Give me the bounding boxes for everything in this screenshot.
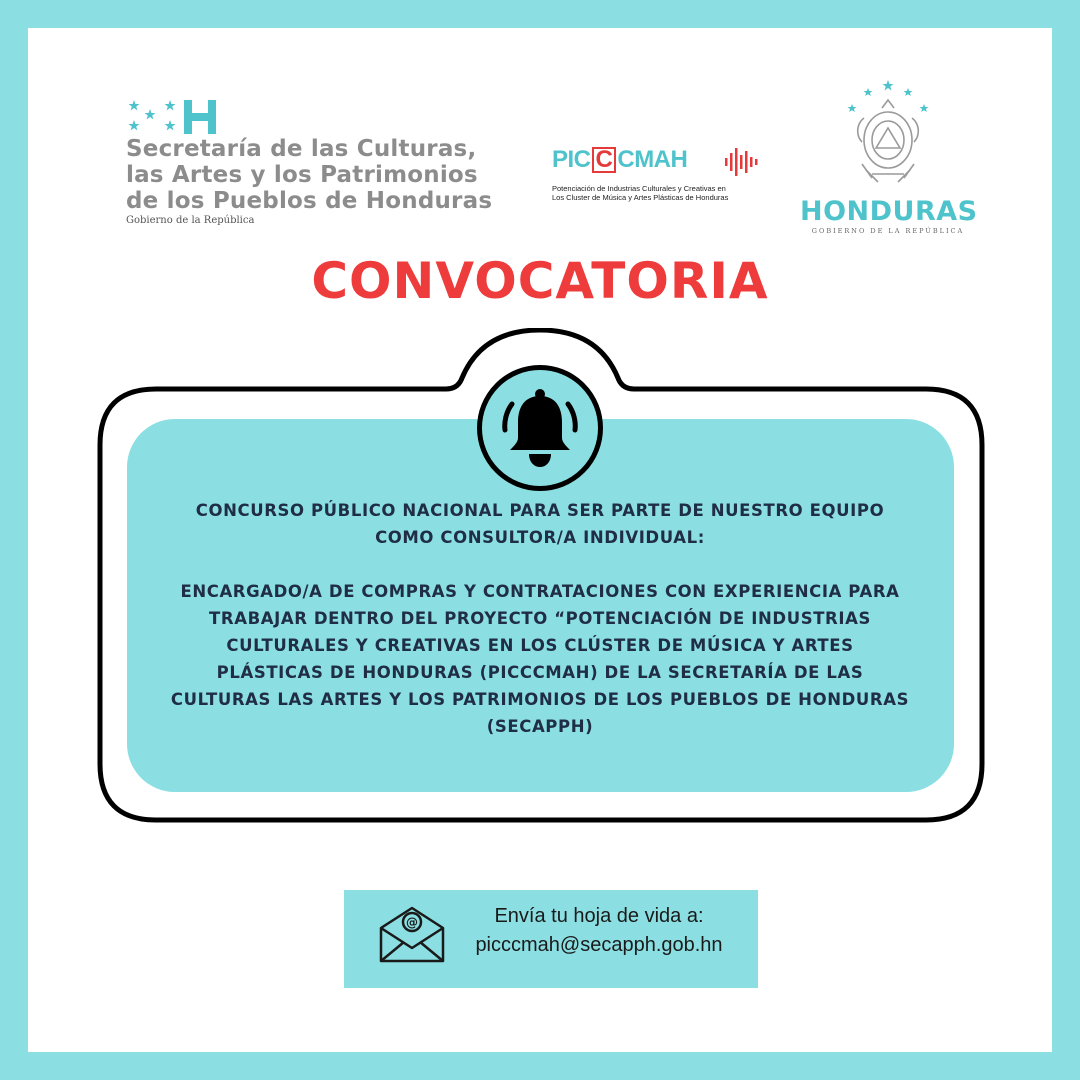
honduras-subtitle: GOBIERNO DE LA REPÚBLICA — [811, 227, 965, 235]
picccmah-description — [552, 184, 728, 202]
body-para2-line6: (SECAPPH) — [486, 717, 594, 736]
secretaria-line-3: de los Pueblos de Honduras — [126, 188, 493, 214]
body-para2-line1: ENCARGADO/A DE COMPRAS Y CONTRATACIONES CON EXPERIENCIA PARA — [180, 582, 900, 601]
picccmah-name-box: C — [592, 147, 617, 173]
body-para2-line4: PLÁSTICAS DE HONDURAS (PICCCMAH) DE LA SECRETARÍA DE LAS — [216, 663, 864, 682]
body-para2-line2: TRABAJAR DENTRO DEL PROYECTO “POTENCIACIÓN DE INDUSTRIAS — [209, 609, 871, 628]
page-title: CONVOCATORIA — [311, 252, 769, 310]
body-para1-line2: COMO CONSULTOR/A INDIVIDUAL: — [375, 528, 705, 547]
coat-of-arms-icon — [842, 78, 934, 190]
body-para1-line1: CONCURSO PÚBLICO NACIONAL PARA SER PARTE DE NUESTRO EQUIPO — [195, 501, 885, 520]
picccmah-name-prefix: PIC — [552, 146, 591, 173]
secretaria-logo — [126, 98, 516, 238]
envelope-at-icon — [378, 906, 446, 964]
picccmah-desc-line-2: Los Cluster de Música y Artes Plásticas de Honduras — [552, 193, 729, 202]
picccmah-desc-line-1: Potenciación de Industrias Culturales y Creativas en — [552, 184, 726, 193]
stars-h-logo-icon — [126, 98, 226, 138]
svg-text:@: @ — [406, 915, 418, 930]
bell-badge — [477, 365, 603, 491]
contact-label: Envía tu hoja de vida a: — [494, 905, 704, 927]
secretaria-line-2: las Artes y los Patrimonios — [126, 162, 478, 188]
body-para2-line5: CULTURAS LAS ARTES Y LOS PATRIMONIOS DE LOS PUEBLOS DE HONDURAS — [170, 690, 910, 709]
contact-box — [344, 890, 758, 988]
bell-icon — [496, 382, 584, 474]
honduras-government-logo — [800, 78, 976, 240]
picccmah-logo — [552, 146, 762, 210]
picccmah-name-suffix: CMAH — [617, 146, 688, 173]
body-para2-line3: CULTURALES Y CREATIVAS EN LOS CLÚSTER DE MÚSICA Y ARTES — [226, 636, 854, 655]
picccmah-wordmark — [552, 146, 687, 174]
sound-wave-icon — [724, 148, 764, 176]
call-description — [150, 497, 930, 740]
paragraph-spacer — [150, 551, 930, 578]
secretaria-line-1: Secretaría de las Culturas, — [126, 136, 477, 162]
contact-email-link[interactable]: picccmah@secapph.gob.hn — [475, 934, 723, 956]
honduras-wordmark: HONDURAS — [800, 196, 978, 227]
secretaria-subtitle: Gobierno de la República — [126, 215, 255, 226]
